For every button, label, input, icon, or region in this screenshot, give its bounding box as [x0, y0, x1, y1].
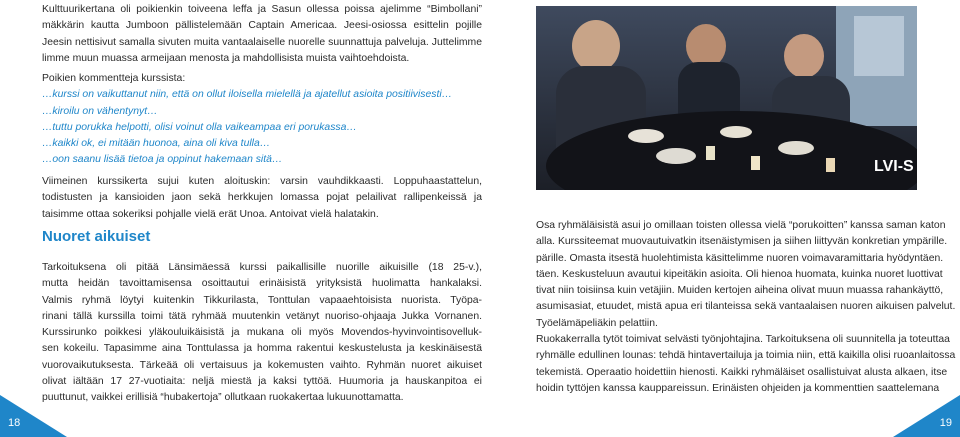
right-paragraph-2: [536, 332, 956, 397]
comment-quote: …oon saanu lisää tietoa ja oppinut hakemaan sitä…: [42, 154, 283, 166]
young-adults-line: olivat iältään 17 27-vuotiaita: neljä miestä ja kaksi tyttöä. Huumoria ja hauskanpitoa ei: [42, 376, 482, 388]
young-adults-line: Kurssirunko poikkesi yläkouluikäisistä ja mukana oli myös Movendos-hyvinvointisovelluk-: [42, 327, 482, 339]
right-p1-line: tivat niin toisiinsa kuin vetäjiin. Muiden kertojen aiheina olivat muun muassa rahankäyttö,: [536, 285, 944, 297]
right-p1-line: Työelämäpeliäkin pelattiin.: [536, 317, 658, 329]
intro-line: Kulttuurikertana oli poikienkin toiveena leffa ja Sasun ollessa poissa ajelimme “Bimbollani”: [42, 4, 482, 15]
comments-block: [42, 71, 452, 169]
right-p2-line: tekemistä. Operaatio hoidettiin hienosti. Kaikki ryhmäläiset osallistuivat alusta alkaen, itse: [536, 366, 948, 378]
young-adults-paragraph: [42, 260, 482, 407]
intro-line: mäkkärin kautta Jumboon pällistelemään Captain Americaa. Jeesi-osiossa esittelin pojille: [42, 20, 482, 32]
intro-line: limme muun muassa armeijaan menosta ja mahdollisista muista vaihtoehdoista.: [42, 52, 410, 64]
right-p2-line: hoidin tyttöjen kanssa kauppareissun. Erinäisten ohjeiden ja kommenttien saattelemana: [536, 382, 940, 394]
right-page-number: 19: [939, 417, 952, 429]
comment-quote: …kurssi on vaikuttanut niin, että on ollut iloisella mielellä ja ajatellut asioita positiivisesti…: [42, 89, 453, 101]
comment-quote: …tuttu porukka helpotti, olisi voinut olla vaikeampaa eri porukassa…: [42, 121, 357, 133]
comments-title: Poikien kommentteja kurssista:: [42, 73, 186, 84]
young-adults-line: mutta heidän tavoittamisensa osoittautui erinäisistä yrityksistä huolimatta hankalaksi.: [42, 278, 482, 290]
comment-quote: …kiroilu on vähentynyt…: [42, 105, 158, 117]
right-p1-line: Osa ryhmäläisistä asui jo omillaan toisten ollessa vielä “porukoitten” kanssa saman katon: [536, 220, 946, 231]
intro-line: Jeesin nettisivut samalla sivuten muita vantaalaiselle nuorelle suunnattuja palveluja. Juttelimme: [42, 36, 482, 48]
last-session-line: Viimeinen kurssikerta sujui kuten aloituskin: varsin vauhdikkaasti. Loppuhaastattelun,: [42, 176, 482, 187]
young-adults-line: Tarkoituksena oli pitää Länsimäessä kurssi paikallisille nuorille aikuisille (18 25-v.),: [42, 262, 482, 273]
right-p2-line: ryhmälle edullinen lounas: tehdä hintavertailuja ja toimia niin, että kaikilla olisi ruoanlaitossa: [536, 350, 956, 362]
young-adults-line: sen kokeilu. Tapasimme aina Tonttulassa ja homma rakentui keskustelusta ja keskinäisestä: [42, 343, 482, 355]
right-p1-line: asumisasiat, etuudet, mistä apua eri tilanteissa sekä vantaalaisen nuoren aikuisen palvelut.: [536, 301, 956, 313]
left-page-number: 18: [8, 417, 21, 429]
young-adults-line: vuorovaikutuksesta. Tärkeää oli vertaisuus ja kokemusten vaihto. Ryhmän nuoret aikuiset: [42, 359, 482, 371]
right-p1-line: täen. Keskusteluun avautui kipeitäkin asioita. Oli hienoa huomata, kuinka nuoret luottivat: [536, 268, 943, 280]
right-paragraph-1: [536, 218, 956, 332]
photo-wall-text: LVI-S: [874, 158, 914, 175]
intro-paragraph: [42, 2, 482, 67]
right-p2-line: Ruokakerralla tytöt toimivat selvästi työnjohtajina. Tarkoituksena oli suunnitella ja toteuttaa: [536, 334, 950, 345]
last-session-paragraph: [42, 174, 482, 223]
young-adults-line: rinani tällä kurssilla toimi tätä ryhmää muutenkin vetänyt nuoriso-ohjaaja Jukka Vornanen.: [42, 310, 482, 322]
comment-quote: …kaikki ok, ei mitään huonoa, aina oli kiva tulla…: [42, 138, 271, 150]
young-adults-line: Valmis ryhmä löytyi kuitenkin Tikkurilasta, Tonttulan vapaaehtoisista nuorista. Työpa-: [42, 294, 482, 306]
right-p1-line: alla. Kurssiteemat muovautuivatkin itsenäistymisen ja siihen liittyvän konkretian ympärille.: [536, 236, 948, 248]
right-page-corner: [893, 395, 960, 437]
group-cooking-photo: [536, 6, 917, 190]
young-adults-line: puuttunut, vaikkei erillisiä “hubakertoja” ollutkaan ruokakertaa lukuunottamatta.: [42, 392, 404, 404]
right-p1-line: pärille. Omasta itsestä huolehtimista käsittelimme nuoren voimavaramittaria hyödyntäen.: [536, 252, 944, 264]
last-session-line: todistusten ja kansioiden jaon sekä herkkujen lomassa pojat pelailivat rallipenkeissä ja: [42, 192, 482, 204]
last-session-line: taisimme ottaa sokeriksi pohjalle vielä erät Unoa. Antoivat vielä halatakin.: [42, 208, 379, 220]
section-heading: Nuoret aikuiset: [42, 228, 151, 245]
